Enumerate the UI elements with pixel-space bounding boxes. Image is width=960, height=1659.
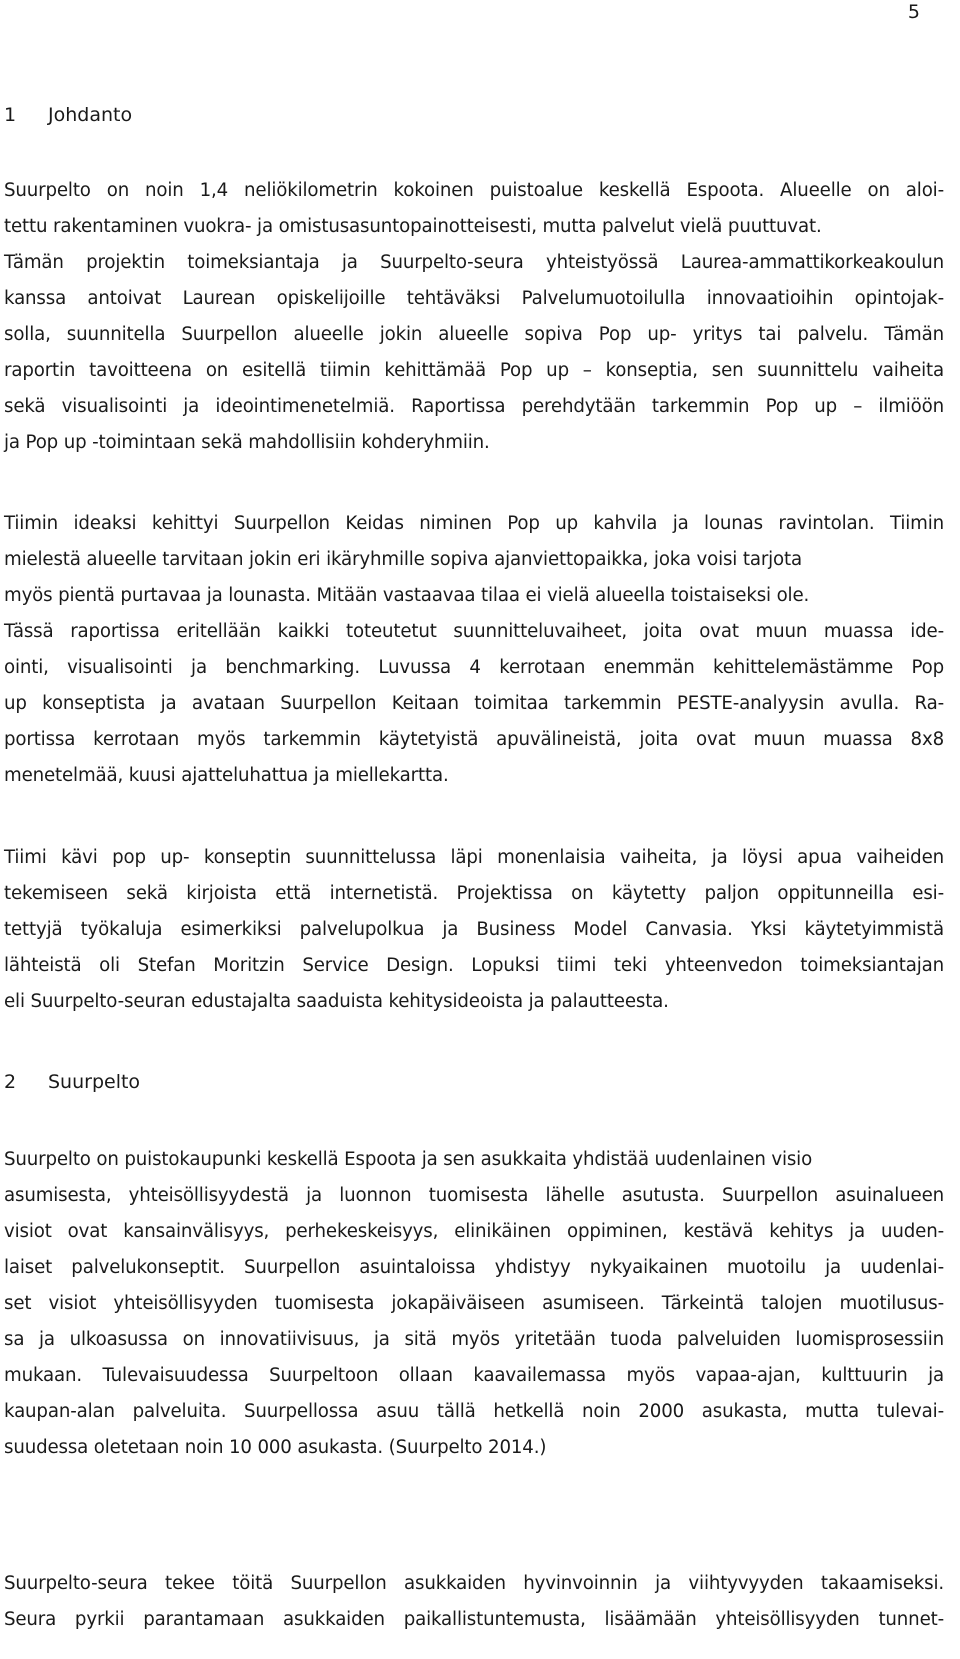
section-heading-suurpelto <box>4 1070 140 1094</box>
paragraph <box>4 506 944 794</box>
text-line: Seura pyrkii parantamaan asukkaiden paikallistuntemusta, lisäämään yhteisöllisyyden tunnet- <box>4 1609 944 1630</box>
text-line: kanssa antoivat Laurean opiskelijoille tehtäväksi Palvelumuotoilulla innovaatioihin opintojak- <box>4 288 944 309</box>
text-line: solla, suunnitella Suurpellon alueelle jokin alueelle sopiva Pop up- yritys tai palvelu. Tämän <box>4 324 944 345</box>
text-line: sekä visualisointi ja ideointimenetelmiä. Raportissa perehdytään tarkemmin Pop up – ilmiöön <box>4 396 944 417</box>
text-line: portissa kerrotaan myös tarkemmin käytetyistä apuvälineistä, joita ovat muun muassa 8x8 <box>4 729 944 750</box>
section-heading-johdanto <box>4 103 132 127</box>
text-line: myös pientä purtavaa ja lounasta. Mitään vastaavaa tilaa ei vielä alueella toistaiseksi ole. <box>4 585 810 606</box>
text-line: ointi, visualisointi ja benchmarking. Luvussa 4 kerrotaan enemmän kehittelemästämme Pop <box>4 657 944 678</box>
text-line: asumisesta, yhteisöllisyydestä ja luonnon tuomisesta lähelle asutusta. Suurpellon asuinalueen <box>4 1185 944 1206</box>
text-line: Tämän projektin toimeksiantaja ja Suurpelto-seura yhteistyössä Laurea-ammattikorkeakoulun <box>4 252 944 273</box>
text-line: up konseptista ja avataan Suurpellon Keitaan toimitaa tarkemmin PESTE-analyysin avulla. Ra- <box>4 693 944 714</box>
text-line: ja Pop up -toimintaan sekä mahdollisiin kohderyhmiin. <box>4 432 490 453</box>
section-title: Suurpelto <box>48 1071 141 1093</box>
text-line: menetelmää, kuusi ajatteluhattua ja miellekartta. <box>4 765 449 786</box>
section-title: Johdanto <box>48 104 133 126</box>
section-number: 1 <box>4 104 17 126</box>
text-line: kaupan-alan palveluita. Suurpellossa asuu tällä hetkellä noin 2000 asukasta, mutta tulevai- <box>4 1401 944 1422</box>
text-line: tekemiseen sekä kirjoista että internetistä. Projektissa on käytetty paljon oppitunneilla esi- <box>4 883 944 904</box>
text-line: tettyjä työkaluja esimerkiksi palvelupolkua ja Business Model Canvasia. Yksi käytetyimmistä <box>4 919 944 940</box>
text-line: lähteistä oli Stefan Moritzin Service Design. Lopuksi tiimi teki yhteenvedon toimeksiantajan <box>4 955 944 976</box>
paragraph <box>4 840 944 1020</box>
text-line: Tiimi kävi pop up- konseptin suunnittelussa läpi monenlaisia vaiheita, ja löysi apua vaiheiden <box>4 847 944 868</box>
paragraph <box>4 1142 944 1466</box>
text-line: mielestä alueelle tarvitaan jokin eri ikäryhmille sopiva ajanviettopaikka, joka voisi tarjota <box>4 549 803 570</box>
paragraph <box>4 173 944 461</box>
text-line: laiset palvelukonseptit. Suurpellon asuintaloissa yhdistyy nykyaikainen muotoilu ja uudenlai- <box>4 1257 944 1278</box>
paragraph <box>4 1566 944 1638</box>
text-line: Suurpelto on puistokaupunki keskellä Espoota ja sen asukkaita yhdistää uudenlainen visio <box>4 1149 813 1170</box>
text-line: mukaan. Tulevaisuudessa Suurpeltoon ollaan kaavailemassa myös vapaa-ajan, kulttuurin ja <box>4 1365 944 1386</box>
text-line: Suurpelto on noin 1,4 neliökilometrin kokoinen puistoalue keskellä Espoota. Alueelle on aloi- <box>4 180 944 201</box>
section-number: 2 <box>4 1071 17 1093</box>
text-line: visiot ovat kansainvälisyys, perhekeskeisyys, elinikäinen oppiminen, kestävä kehitys ja uuden- <box>4 1221 944 1242</box>
text-line: sa ja ulkoasussa on innovatiivisuus, ja sitä myös yritetään tuoda palveluiden luomisprosessiin <box>4 1329 944 1350</box>
text-line: tettu rakentaminen vuokra- ja omistusasuntopainotteisesti, mutta palvelut vielä puuttuvat. <box>4 216 822 237</box>
text-line: Tiimin ideaksi kehittyi Suurpellon Keidas niminen Pop up kahvila ja lounas ravintolan. Tiimin <box>4 513 944 534</box>
text-line: eli Suurpelto-seuran edustajalta saaduista kehitysideoista ja palautteesta. <box>4 991 669 1012</box>
page-number: 5 <box>907 1 920 23</box>
text-line: Suurpelto-seura tekee töitä Suurpellon asukkaiden hyvinvoinnin ja viihtyvyyden takaamiseksi. <box>4 1573 944 1594</box>
text-line: Tässä raportissa eritellään kaikki toteutetut suunnitteluvaiheet, joita ovat muun muassa ide- <box>4 621 944 642</box>
text-line: suudessa oletetaan noin 10 000 asukasta. (Suurpelto 2014.) <box>4 1437 547 1458</box>
text-line: raportin tavoitteena on esitellä tiimin kehittämää Pop up – konseptia, sen suunnittelu vaiheita <box>4 360 944 381</box>
text-line: set visiot yhteisöllisyyden tuomisesta jokapäiväiseen asumiseen. Tärkeintä talojen muotilusus- <box>4 1293 944 1314</box>
